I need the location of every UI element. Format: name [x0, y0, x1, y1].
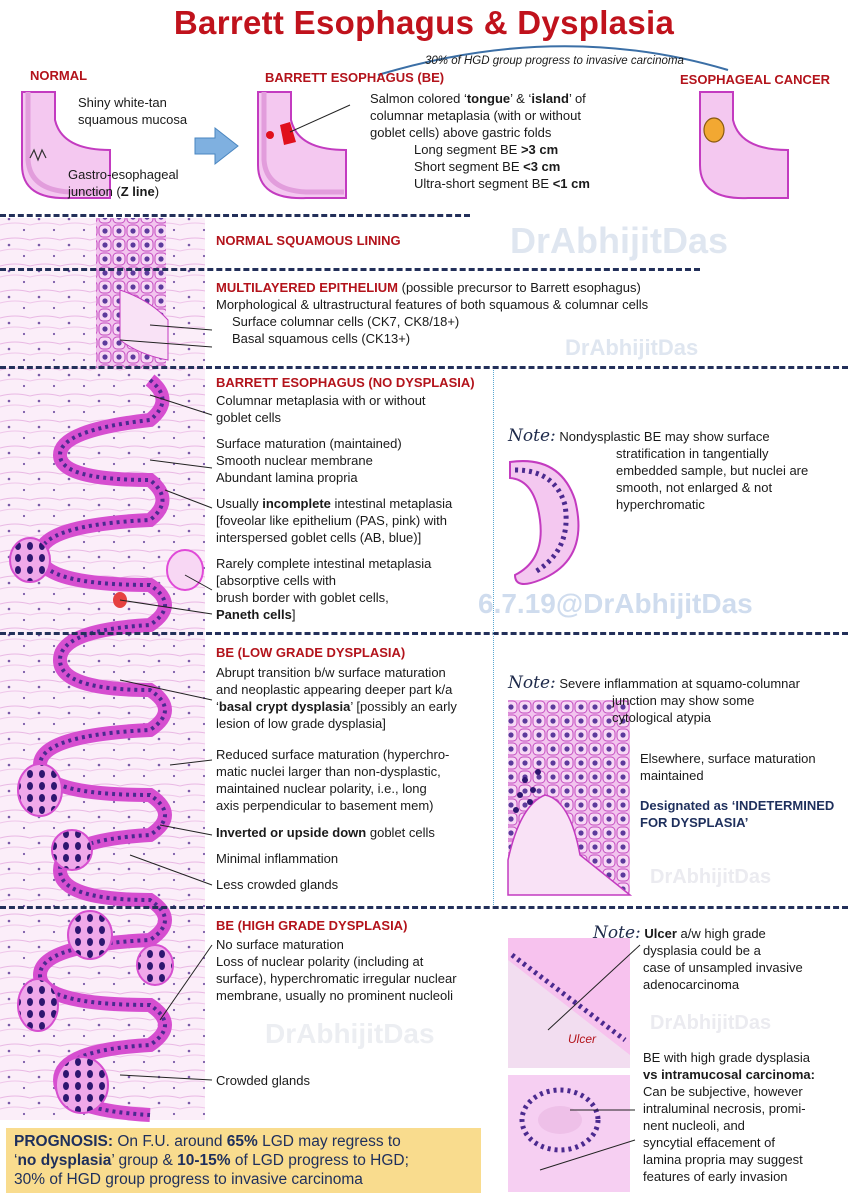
note-ulcer: Note: Ulcer a/w high grade dysplasia could be a case of unsampled invasive adenocarcinoma — [593, 923, 803, 992]
note-illustration-4 — [508, 1075, 635, 1192]
divider — [0, 214, 470, 217]
barrett-heading: BARRETT ESOPHAGUS (BE) — [265, 70, 445, 85]
note-nondysplastic: Note: Nondysplastic BE may show surface stratification in tangentially embedded sample, but nuclei are smooth, not enlarged & not hyperchromatic — [508, 426, 809, 512]
note-inflammation-2: Elsewhere, surface maturation maintained — [640, 751, 816, 783]
no-dysplasia-heading: BARRETT ESOPHAGUS (NO DYSPLASIA) — [216, 375, 475, 390]
lgd-block: Abrupt transition b/w surface maturation and neoplastic appearing deeper part k/a ‘basal crypt dysplasia’ [possibly an early lesion of low grade dysplasia] Reduced surface maturation (hyperchro- matic nuclei larger than non-dysplastic, maintained nuclear polarity, i.e., long axis perpendicular to basement mem) Inverted or upside down goblet cells Minimal inflammation Less crowded glands — [216, 665, 457, 892]
no-dysplasia-block: Columnar metaplasia with or without goblet cells Surface maturation (maintained) Smooth nuclear membrane Abundant lamina propria Usually incomplete intestinal metaplasia [foveolar like epithelium (PAS, pink) with interspersed goblet cells (AB, blue)] Rarely complete intestinal metaplasia [absorptive cells with brush border with goblet cells, Paneth cells] — [216, 393, 453, 622]
arc-caption: 30% of HGD group progress to invasive carcinoma — [425, 55, 684, 67]
indeterminate-label: Designated as ‘INDETERMINED FOR DYSPLASIA’ — [640, 798, 835, 830]
esophageal-cancer-sketch — [700, 92, 788, 198]
cancer-heading: ESOPHAGEAL CANCER — [680, 72, 831, 87]
divider — [0, 366, 848, 369]
hgd-block: No surface maturation Loss of nuclear polarity (including at surface), hyperchromatic irregular nuclear membrane, usually no prominent nucleoli — [216, 937, 457, 1003]
note-hgd-vs-carcinoma: BE with high grade dysplasia vs intramucosal carcinoma: Can be subjective, however intraluminal necrosis, promi- nent nucleoli, and syncytial effacement of lamina propria may suggest features of early invasion — [643, 1050, 815, 1184]
normal-heading: NORMAL — [30, 68, 88, 83]
multilayer-block: MULTILAYERED EPITHELIUM (possible precursor to Barrett esophagus) Morphological & ultrastructural features of both squamous & columnar cells Surface columnar cells (CK7, CK8/18+) Basal squamous cells (CK13+) — [216, 280, 649, 346]
watermark: DrAbhijitDas — [650, 866, 772, 888]
watermark: 6.7.19@DrAbhijitDas — [478, 588, 753, 619]
hgd-heading: BE (HIGH GRADE DYSPLASIA) — [216, 918, 408, 933]
divider — [0, 632, 848, 635]
page-title: Barrett Esophagus & Dysplasia — [173, 4, 675, 41]
lgd-heading: BE (LOW GRADE DYSPLASIA) — [216, 645, 406, 660]
normal-lining-heading: NORMAL SQUAMOUS LINING — [216, 233, 401, 248]
tissue-left-column — [0, 218, 205, 1120]
barrett-description: Salmon colored ‘tongue’ & ‘island’ of columnar metaplasia (with or without goblet cells) above gastric folds Long segment BE >3 cm Short segment BE <3 cm Ultra-short segment BE <1 cm — [370, 91, 590, 191]
note-illustration-2 — [508, 700, 630, 895]
crowded-glands-label: Crowded glands — [216, 1073, 310, 1088]
ulcer-label: Ulcer — [568, 1032, 597, 1046]
prognosis-box: PROGNOSIS: On F.U. around 65% LGD may regress to ‘no dysplasia’ group & 10-15% of LGD progress to HGD; 30% of HGD group progress to invasive carcinoma — [6, 1128, 481, 1193]
divider — [0, 268, 700, 271]
barrett-esophagus-sketch — [258, 92, 350, 198]
divider — [0, 906, 848, 909]
note-inflammation: Note: Severe inflammation at squamo-columnar junction may show some cytological atypia — [508, 673, 800, 725]
watermark: DrAbhijitDas — [510, 220, 729, 261]
normal-label-2: Gastro-esophageal junction (Z line) — [68, 167, 179, 199]
progression-arrow — [195, 128, 238, 164]
normal-label-1: Shiny white-tan squamous mucosa — [78, 95, 188, 127]
watermark: DrAbhijitDas — [265, 1018, 435, 1049]
watermark: DrAbhijitDas — [650, 1012, 772, 1034]
watermark: DrAbhijitDas — [565, 335, 699, 360]
